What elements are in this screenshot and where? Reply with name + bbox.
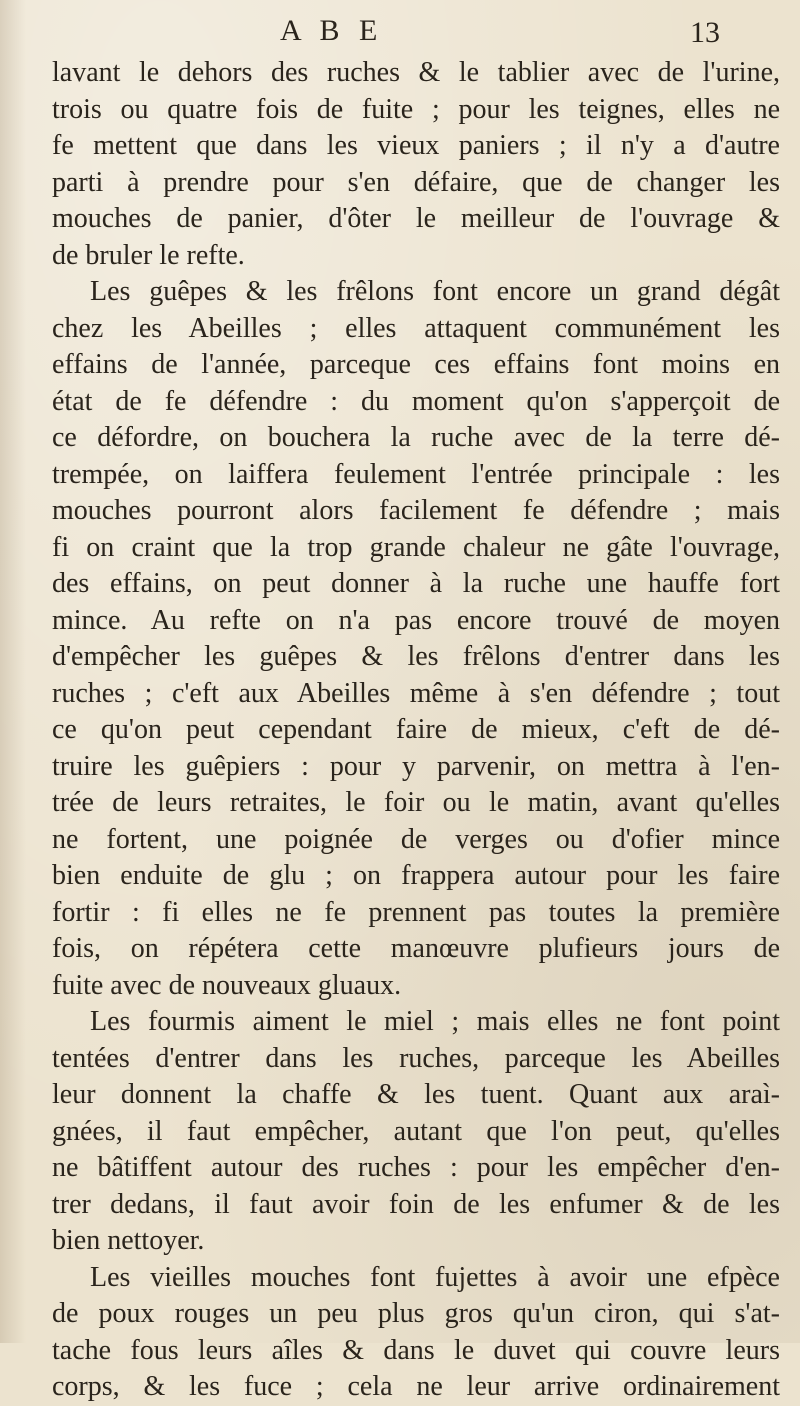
text-line: fois, on répétera cette manœuvre plufieurs jours de [52,933,780,964]
text-line: Les fourmis aiment le miel ; mais elles ne font point [90,1006,780,1037]
text-line: des effains, on peut donner à la ruche une hauffe fort [52,568,780,599]
text-line: bien enduite de glu ; on frappera autour pour les faire [52,860,780,891]
text-line: fi on craint que la trop grande chaleur ne gâte l'ouvrage, [52,531,780,563]
page-number: 13 [690,16,720,49]
text-line: gnées, il faut empêcher, autant que l'on peut, qu'elles [52,1115,780,1147]
text-line: tentées d'entrer dans les ruches, parceque les Abeilles [52,1042,780,1074]
text-line: chez les Abeilles ; elles attaquent communément les [52,312,780,344]
text-line: tache fous leurs aîles & dans le duvet qui couvre leurs [52,1334,780,1366]
text-line: mince. Au refte on n'a pas encore trouvé de moyen [52,604,780,636]
body-text [52,55,780,1406]
text-line: ruches ; c'eft aux Abeilles même à s'en défendre ; tout [52,677,780,709]
text-line: leur donnent la chaffe & les tuent. Quant aux araì- [52,1079,780,1110]
text-line: trée de leurs retraites, le foir ou le matin, avant qu'elles [52,787,780,818]
text-line: trempée, on laiffera feulement l'entrée principale : les [52,458,780,490]
text-line: ne bâtiffent autour des ruches : pour les empêcher d'en- [52,1152,780,1183]
text-line: Les guêpes & les frêlons font encore un grand dégât [90,276,780,307]
text-line: ne fortent, une poignée de verges ou d'ofier mince [52,823,780,855]
text-line: de poux rouges un peu plus gros qu'un ciron, qui s'at- [52,1298,780,1329]
text-line: parti à prendre pour s'en défaire, que de changer les [52,166,780,198]
text-line: ce défordre, on bouchera la ruche avec de la terre dé- [52,422,780,453]
text-line: truire les guêpiers : pour y parvenir, on mettra à l'en- [52,750,780,782]
text-line: ce qu'on peut cependant faire de mieux, c'eft de dé- [52,714,780,745]
text-line: état de fe défendre : du moment qu'on s'apperçoit de [52,385,780,417]
text-line: mouches de panier, d'ôter le meilleur de l'ouvrage & [52,203,780,234]
text-line: trois ou quatre fois de fuite ; pour les teignes, elles ne [52,93,780,125]
running-head: A B E [280,14,384,47]
text-line: fuite avec de nouveaux gluaux. [52,969,402,1001]
text-line: trer dedans, il faut avoir foin de les enfumer & de les [52,1188,780,1220]
text-line: fe mettent que dans les vieux paniers ; il n'y a d'autre [52,130,780,161]
text-line: bien nettoyer. [52,1225,205,1256]
page-edge-shadow [0,0,26,1343]
page-header [0,8,800,52]
text-line: d'empêcher les guêpes & les frêlons d'entrer dans les [52,641,780,672]
text-line: fortir : fi elles ne fe prennent pas toutes la première [52,896,780,928]
text-line: lavant le dehors des ruches & le tablier avec de l'urine, [52,57,780,88]
text-line: de bruler le refte. [52,239,245,271]
text-line: effains de l'année, parceque ces effains font moins en [52,349,780,380]
text-line: Les vieilles mouches font fujettes à avoir une efpèce [90,1261,780,1293]
text-line: mouches pourront alors facilement fe défendre ; mais [52,495,780,526]
text-line: corps, & les fuce ; cela ne leur arrive ordinairement [52,1371,780,1402]
